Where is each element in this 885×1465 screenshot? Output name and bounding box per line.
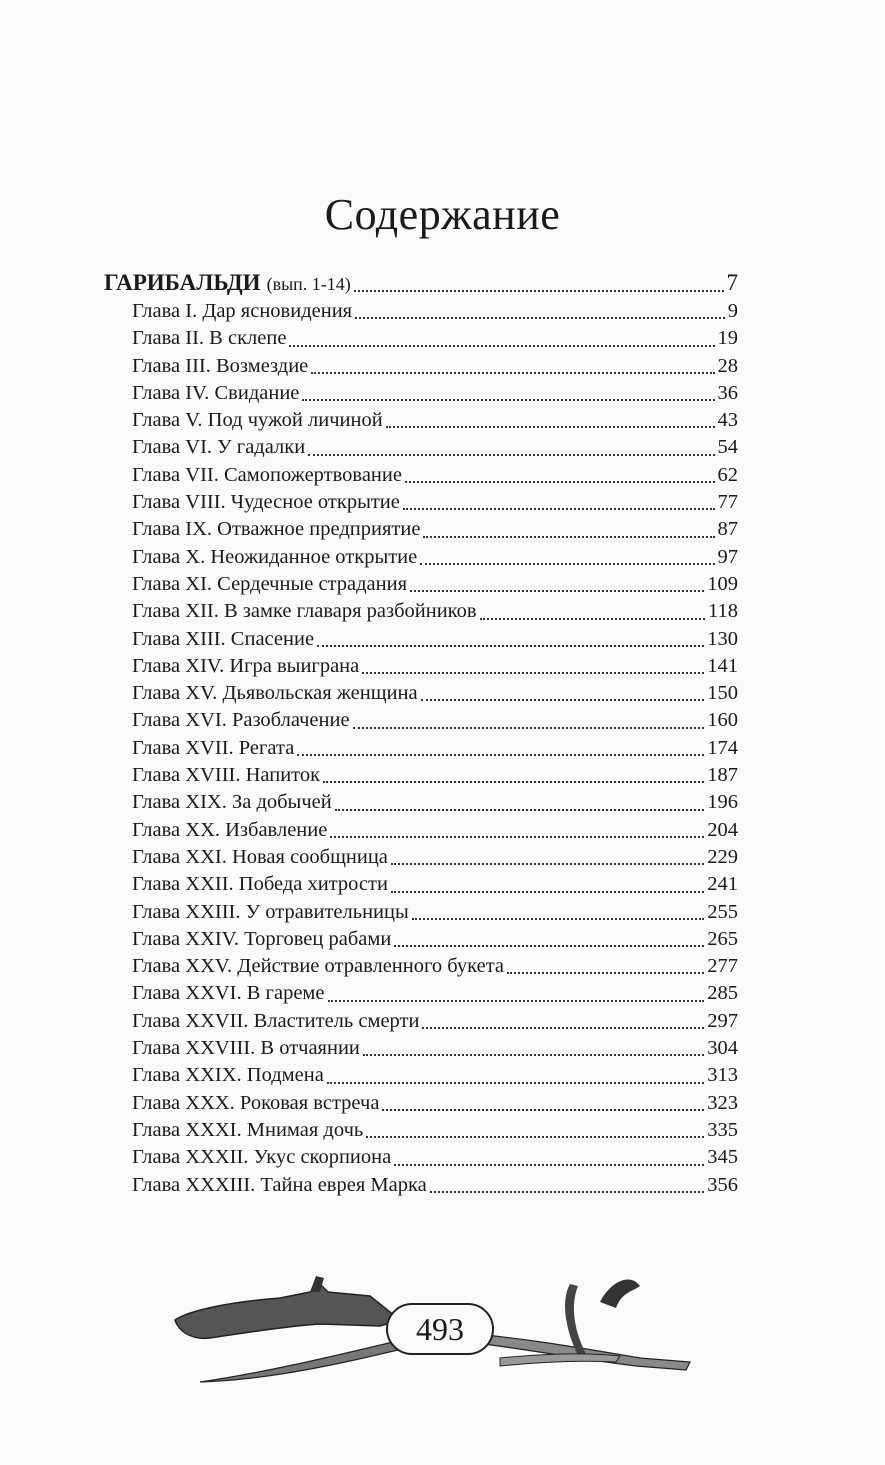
toc-chapter-entry <box>104 653 738 680</box>
chapter-page-number: 9 <box>727 300 738 322</box>
dot-leader <box>430 1191 705 1193</box>
table-of-contents <box>104 268 738 1199</box>
chapter-page-number: 43 <box>717 409 738 432</box>
chapter-title: Глава XXI. Новая сообщница <box>132 845 388 868</box>
chapter-title: Глава VII. Самопожертвование <box>132 463 402 486</box>
chapter-page-number: 36 <box>717 381 738 404</box>
toc-chapter-entry <box>104 735 738 762</box>
toc-chapter-entry <box>104 407 738 434</box>
dot-leader <box>311 372 714 374</box>
toc-part-entry <box>104 268 738 298</box>
chapter-page-number: 62 <box>717 463 738 486</box>
chapter-title: Глава V. Под чужой личиной <box>132 409 383 432</box>
toc-chapter-entry <box>104 489 738 516</box>
toc-chapter-entry <box>104 353 738 380</box>
dot-leader <box>308 454 714 456</box>
dot-leader <box>363 1054 704 1056</box>
chapter-title: Глава XXXIII. Тайна еврея Марка <box>132 1173 427 1196</box>
chapter-title: Глава XXV. Действие отравленного букета <box>132 955 505 978</box>
toc-chapter-entry <box>104 544 738 571</box>
dot-leader <box>405 481 715 483</box>
toc-chapter-entry <box>104 899 738 926</box>
chapter-page-number: 204 <box>707 818 738 841</box>
toc-chapter-entry <box>104 325 738 352</box>
toc-chapter-entry <box>104 298 738 325</box>
chapter-page-number: 160 <box>707 709 738 732</box>
chapter-page-number: 196 <box>707 791 738 814</box>
chapter-page-number: 187 <box>707 764 738 787</box>
page-number-badge <box>386 1303 494 1355</box>
dot-leader <box>353 727 705 729</box>
page-title: Содержание <box>324 190 561 240</box>
toc-chapter-entry <box>104 926 738 953</box>
dot-leader <box>394 945 704 947</box>
toc-chapter-entry <box>104 680 738 707</box>
toc-chapter-entry <box>104 953 738 980</box>
chapter-title: Глава II. В склепе <box>132 327 287 350</box>
dot-leader <box>391 863 704 865</box>
toc-chapter-entry <box>104 598 738 625</box>
chapter-page-number: 87 <box>717 518 738 541</box>
toc-chapter-entry <box>104 1117 738 1144</box>
dot-leader <box>323 781 704 783</box>
chapter-list <box>104 298 738 1199</box>
toc-chapter-entry <box>104 1172 738 1199</box>
toc-chapter-entry <box>104 571 738 598</box>
chapter-title: Глава X. Неожиданное открытие <box>132 545 418 568</box>
chapter-title: Глава XI. Сердечные страдания <box>132 572 408 595</box>
dot-leader <box>403 508 715 510</box>
chapter-page-number: 28 <box>717 354 738 377</box>
part-page-number: 7 <box>726 270 738 295</box>
dot-leader <box>366 1136 704 1138</box>
chapter-title: Глава XXXII. Укус скорпиона <box>132 1146 392 1169</box>
dot-leader <box>391 891 704 893</box>
chapter-page-number: 323 <box>707 1091 738 1114</box>
dot-leader <box>362 672 704 674</box>
chapter-page-number: 356 <box>707 1173 738 1196</box>
chapter-title: Глава VIII. Чудесное открытие <box>132 491 400 514</box>
chapter-page-number: 174 <box>707 736 738 759</box>
toc-chapter-entry <box>104 1144 738 1171</box>
chapter-title: Глава XV. Дьявольская женщина <box>132 682 418 705</box>
chapter-title: Глава XXX. Роковая встреча <box>132 1091 380 1114</box>
dot-leader <box>412 918 704 920</box>
dot-leader <box>289 345 714 347</box>
part-title: ГАРИБАЛЬДИ <box>104 270 261 295</box>
dot-leader <box>327 1082 704 1084</box>
dot-leader <box>394 1164 704 1166</box>
chapter-page-number: 77 <box>717 491 738 514</box>
chapter-title: Глава XXII. Победа хитрости <box>132 873 388 896</box>
toc-chapter-entry <box>104 1035 738 1062</box>
chapter-page-number: 335 <box>707 1118 738 1141</box>
toc-chapter-entry <box>104 626 738 653</box>
dot-leader <box>386 426 715 428</box>
chapter-page-number: 118 <box>708 600 738 623</box>
dot-leader <box>328 1000 705 1002</box>
dot-leader <box>317 645 704 647</box>
chapter-page-number: 313 <box>707 1064 738 1087</box>
toc-chapter-entry <box>104 871 738 898</box>
chapter-title: Глава IX. Отважное предприятие <box>132 518 421 541</box>
chapter-title: Глава XXIII. У отравительницы <box>132 900 409 923</box>
chapter-title: Глава XVI. Разоблачение <box>132 709 350 732</box>
dot-leader <box>354 290 724 292</box>
toc-chapter-entry <box>104 462 738 489</box>
toc-chapter-entry <box>104 516 738 543</box>
chapter-title: Глава XVIII. Напиток <box>132 764 321 787</box>
chapter-page-number: 255 <box>707 900 738 923</box>
chapter-page-number: 285 <box>707 982 738 1005</box>
dot-leader <box>507 972 704 974</box>
chapter-title: Глава XIV. Игра выиграна <box>132 654 360 677</box>
chapter-title: Глава XXVII. Властитель смерти <box>132 1009 420 1032</box>
chapter-title: Глава XXVI. В гареме <box>132 982 325 1005</box>
dot-leader <box>422 1027 704 1029</box>
toc-chapter-entry <box>104 380 738 407</box>
part-subtitle: (вып. 1-14) <box>266 274 351 294</box>
toc-chapter-entry <box>104 980 738 1007</box>
dot-leader <box>420 563 714 565</box>
dot-leader <box>355 317 725 319</box>
chapter-title: Глава XX. Избавление <box>132 818 328 841</box>
chapter-page-number: 297 <box>707 1009 738 1032</box>
chapter-page-number: 19 <box>717 327 738 350</box>
chapter-page-number: 130 <box>707 627 738 650</box>
chapter-title: Глава XIII. Спасение <box>132 627 315 650</box>
dot-leader <box>335 809 705 811</box>
chapter-page-number: 277 <box>707 955 738 978</box>
chapter-title: Глава XXIX. Подмена <box>132 1064 324 1087</box>
dot-leader <box>302 399 714 401</box>
toc-chapter-entry <box>104 434 738 461</box>
chapter-page-number: 54 <box>717 436 738 459</box>
dot-leader <box>410 590 704 592</box>
chapter-title: Глава VI. У гадалки <box>132 436 306 459</box>
page-number: 493 <box>416 1310 464 1347</box>
toc-chapter-entry <box>104 1090 738 1117</box>
chapter-title: Глава XXXI. Мнимая дочь <box>132 1118 364 1141</box>
toc-chapter-entry <box>104 817 738 844</box>
chapter-page-number: 345 <box>707 1146 738 1169</box>
toc-chapter-entry <box>104 707 738 734</box>
chapter-title: Глава XXVIII. В отчаянии <box>132 1037 360 1060</box>
dot-leader <box>382 1109 704 1111</box>
chapter-title: Глава XIX. За добычей <box>132 791 332 814</box>
dot-leader <box>297 754 704 756</box>
dot-leader <box>330 836 704 838</box>
chapter-page-number: 109 <box>707 572 738 595</box>
chapter-title: Глава XVII. Регата <box>132 736 295 759</box>
chapter-page-number: 229 <box>707 845 738 868</box>
chapter-title: Глава III. Возмездие <box>132 354 309 377</box>
dot-leader <box>423 536 714 538</box>
chapter-title: Глава I. Дар ясновидения <box>132 300 353 322</box>
chapter-page-number: 97 <box>717 545 738 568</box>
toc-chapter-entry <box>104 844 738 871</box>
chapter-page-number: 241 <box>707 873 738 896</box>
chapter-page-number: 304 <box>707 1037 738 1060</box>
toc-chapter-entry <box>104 789 738 816</box>
chapter-title: Глава XXIV. Торговец рабами <box>132 927 392 950</box>
chapter-title: Глава XII. В замке главаря разбойников <box>132 600 477 623</box>
chapter-page-number: 141 <box>707 654 738 677</box>
chapter-page-number: 265 <box>707 927 738 950</box>
dot-leader <box>421 699 705 701</box>
toc-chapter-entry <box>104 1008 738 1035</box>
chapter-title: Глава IV. Свидание <box>132 381 300 404</box>
chapter-page-number: 150 <box>707 682 738 705</box>
toc-chapter-entry <box>104 762 738 789</box>
dot-leader <box>480 618 705 620</box>
toc-chapter-entry <box>104 1062 738 1089</box>
